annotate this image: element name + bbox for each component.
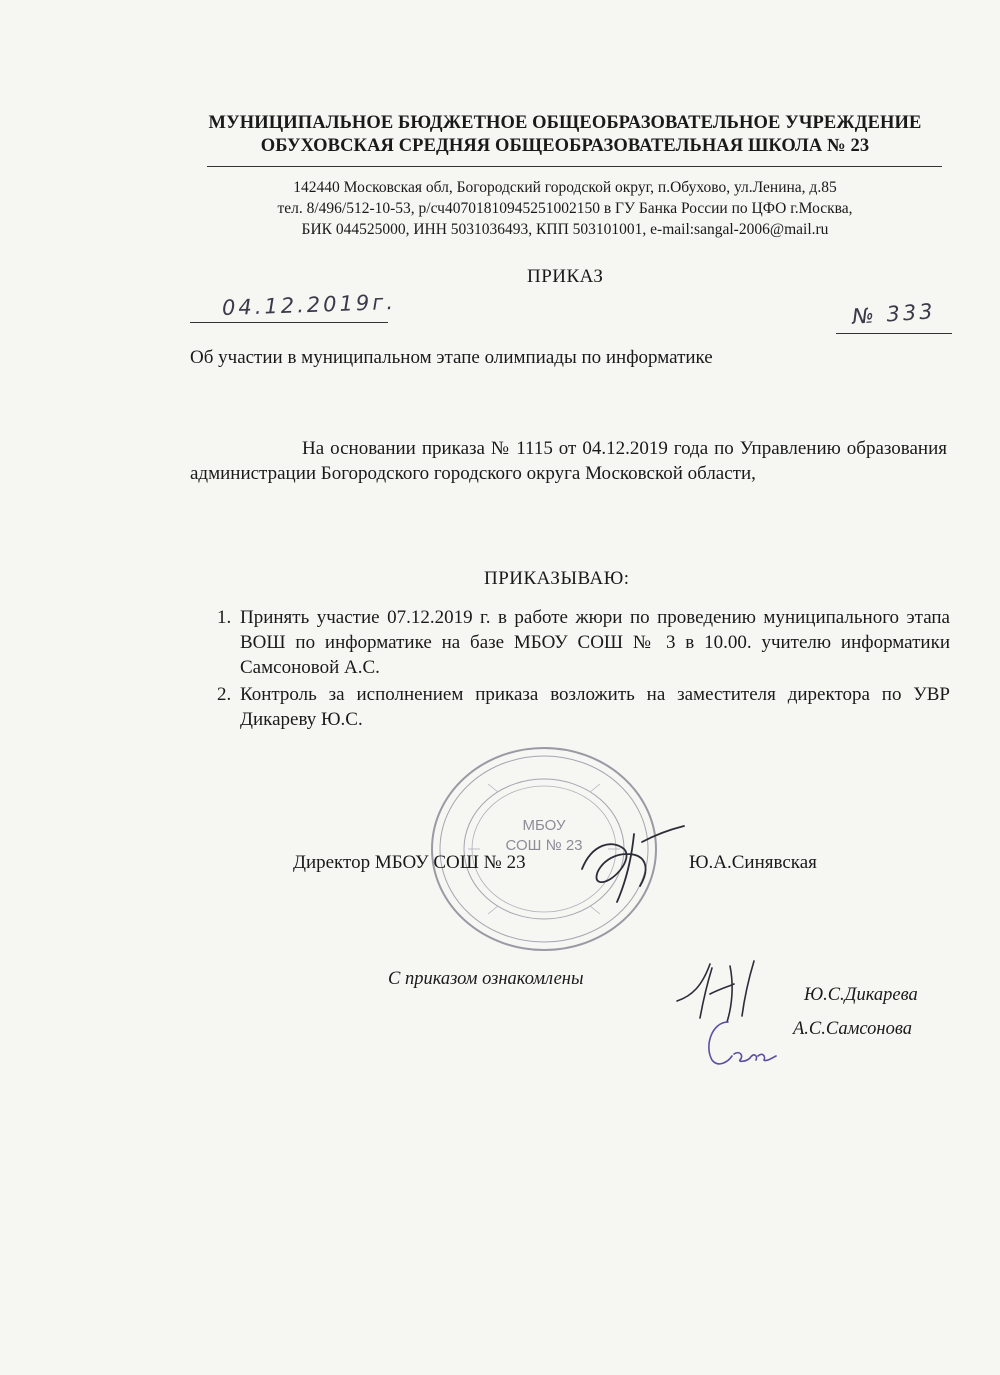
list-item-text: Принять участие 07.12.2019 г. в работе жюри по проведению муниципального этапа ВОШ по информатике на базе МБОУ СОШ № 3 в 10.00. учителю информатики Самсоновой А.С. (240, 607, 950, 678)
samsonova-signature (700, 1016, 780, 1072)
order-basis (190, 436, 947, 486)
org-name-line1: МУНИЦИПАЛЬНОЕ БЮДЖЕТНОЕ ОБЩЕОБРАЗОВАТЕЛЬНОЕ УЧРЕЖДЕНИЕ (208, 113, 922, 133)
list-item-text: Контроль за исполнением приказа возложить на заместителя директора по УВР Дикареву Ю.С. (240, 684, 950, 730)
order-title: ПРИКАЗ (527, 266, 604, 287)
order-number-handwritten: № 333 (851, 299, 937, 329)
order-basis-text: На основании приказа № 1115 от 04.12.2019 года по Управлению образования администрации Богородского городского округа Московской области, (190, 438, 947, 484)
address-line3: БИК 044525000, ИНН 5031036493, КПП 503101001, e-mail:sangal-2006@mail.ru (301, 221, 829, 238)
header-divider (207, 166, 942, 167)
ack-person2: А.С.Самсонова (793, 1019, 912, 1039)
number-underline (836, 333, 952, 334)
director-title: Директор МБОУ СОШ № 23 (293, 852, 526, 873)
director-signature (572, 824, 687, 904)
address-line2: тел. 8/496/512-10-53, р/сч40701810945251002150 в ГУ Банка России по ЦФО г.Москва, (277, 200, 853, 217)
address-line1: 142440 Московская обл, Богородский городской округ, п.Обухово, ул.Ленина, д.85 (293, 179, 837, 196)
org-name-line2: ОБУХОВСКАЯ СРЕДНЯЯ ОБЩЕОБРАЗОВАТЕЛЬНАЯ ШКОЛА № 23 (260, 136, 870, 156)
order-date-handwritten: 04.12.2019г. (221, 289, 397, 321)
ack-person1: Ю.С.Дикарева (804, 985, 918, 1005)
stamp-center-line1: МБОУ (522, 817, 566, 834)
order-subject: Об участии в муниципальном этапе олимпиады по информатике (190, 347, 713, 368)
stamp-center-line2: СОШ № 23 (505, 837, 583, 854)
list-item-number: 2. (217, 684, 232, 705)
director-name: Ю.А.Синявская (689, 852, 817, 873)
list-item (190, 682, 950, 732)
acknowledgement-label: С приказом ознакомлены (388, 969, 584, 989)
decree-heading: ПРИКАЗЫВАЮ: (484, 568, 630, 589)
list-item-number: 1. (217, 607, 232, 628)
list-item (190, 605, 950, 680)
order-items (190, 605, 950, 734)
date-underline (190, 322, 388, 323)
